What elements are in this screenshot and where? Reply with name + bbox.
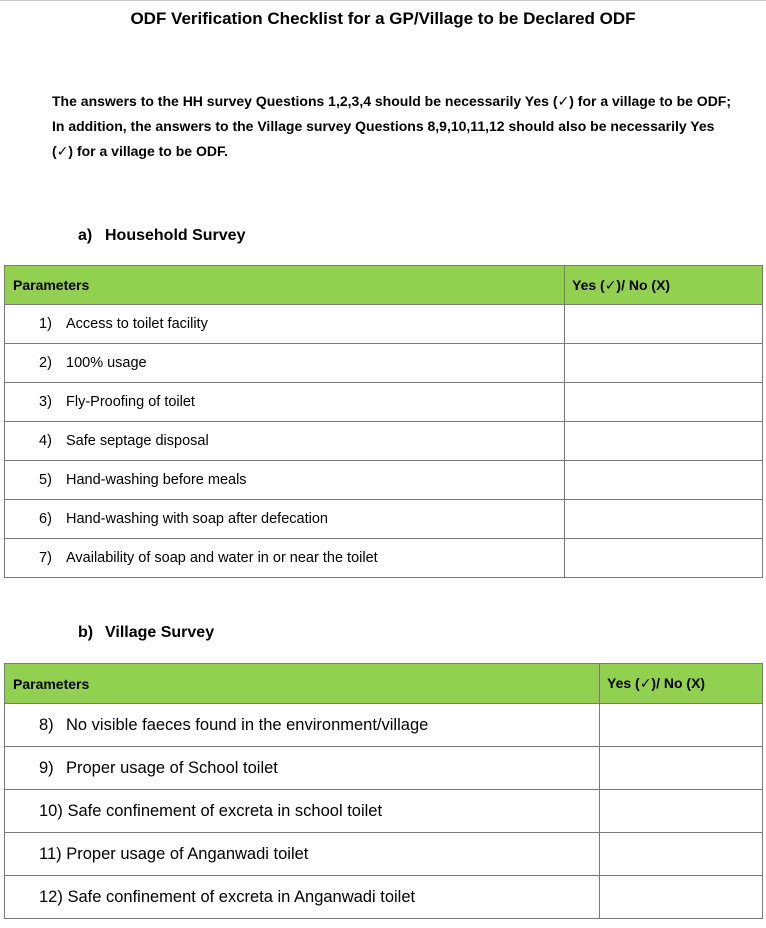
row-number: 2): [39, 355, 52, 371]
table-header-row: [5, 266, 763, 305]
answer-cell[interactable]: [565, 539, 763, 578]
village-survey-table: [4, 663, 763, 919]
village-survey-title: Village Survey: [105, 624, 215, 641]
table-row: [5, 305, 763, 344]
row-text: Access to toilet facility: [66, 316, 208, 332]
row-number: 7): [39, 550, 52, 566]
table-row: [5, 344, 763, 383]
row-number: 8): [39, 715, 54, 734]
answer-column-header: Yes (✓)/ No (X): [600, 664, 763, 704]
row-number: 1): [39, 316, 52, 332]
row-text: Safe confinement of excreta in school toilet: [67, 801, 383, 820]
household-survey-title: Household Survey: [105, 227, 246, 244]
parameter-cell: [5, 461, 565, 500]
answer-cell[interactable]: [565, 344, 763, 383]
table-header-row: [5, 664, 763, 704]
parameter-cell: [5, 305, 565, 344]
answer-cell[interactable]: [565, 461, 763, 500]
parameter-cell: [5, 539, 565, 578]
table-row: [5, 747, 763, 790]
parameters-column-header: Parameters: [5, 266, 565, 305]
table-row: [5, 383, 763, 422]
parameter-cell: [5, 876, 600, 919]
row-number: 4): [39, 433, 52, 449]
row-text: No visible faeces found in the environment/village: [66, 715, 429, 734]
table-row: [5, 876, 763, 919]
row-number: 6): [39, 511, 52, 527]
table-row: [5, 539, 763, 578]
row-text: Hand-washing with soap after defecation: [66, 511, 328, 527]
answer-cell[interactable]: [600, 747, 763, 790]
household-survey-label: a): [78, 227, 93, 244]
answer-cell[interactable]: [600, 833, 763, 876]
household-survey-table: [4, 265, 763, 578]
page-title: ODF Verification Checklist for a GP/Village to be Declared ODF: [130, 9, 636, 28]
table-row: [5, 422, 763, 461]
answer-cell[interactable]: [600, 790, 763, 833]
row-number: 10): [39, 801, 63, 820]
village-survey-heading: [78, 623, 214, 643]
row-text: Fly-Proofing of toilet: [66, 394, 195, 410]
parameter-cell: [5, 422, 565, 461]
answer-cell[interactable]: [565, 305, 763, 344]
table-row: [5, 500, 763, 539]
row-number: 3): [39, 394, 52, 410]
parameter-cell: [5, 344, 565, 383]
table-row: [5, 704, 763, 747]
village-survey-label: b): [78, 624, 94, 641]
top-divider: [0, 0, 766, 1]
row-text: Availability of soap and water in or near the toilet: [66, 550, 378, 566]
parameter-cell: [5, 833, 600, 876]
row-text: Hand-washing before meals: [66, 472, 247, 488]
row-text: Safe confinement of excreta in Anganwadi toilet: [67, 887, 416, 906]
household-survey-heading: [78, 226, 245, 246]
parameter-cell: [5, 704, 600, 747]
answer-cell[interactable]: [565, 422, 763, 461]
row-text: Proper usage of School toilet: [66, 758, 278, 777]
parameter-cell: [5, 500, 565, 539]
row-number: 9): [39, 758, 54, 777]
parameter-cell: [5, 383, 565, 422]
answer-cell[interactable]: [565, 500, 763, 539]
answer-column-header: Yes (✓)/ No (X): [565, 266, 763, 305]
row-number: 11): [39, 844, 62, 863]
answer-cell[interactable]: [600, 876, 763, 919]
row-number: 5): [39, 472, 52, 488]
row-text: Proper usage of Anganwadi toilet: [66, 844, 309, 863]
intro-paragraph: The answers to the HH survey Questions 1,2,3,4 should be necessarily Yes (✓) for a village to be ODF; In addition, the answers to the Village survey Questions 8,9,10,11,12 should also be necessarily Yes (✓) for a village to be ODF.: [52, 93, 732, 159]
row-text: Safe septage disposal: [66, 433, 209, 449]
table-row: [5, 461, 763, 500]
answer-cell[interactable]: [600, 704, 763, 747]
table-row: [5, 833, 763, 876]
table-row: [5, 790, 763, 833]
parameters-column-header: Parameters: [5, 664, 600, 704]
row-number: 12): [39, 887, 63, 906]
answer-cell[interactable]: [565, 383, 763, 422]
parameter-cell: [5, 747, 600, 790]
row-text: 100% usage: [66, 355, 147, 371]
parameter-cell: [5, 790, 600, 833]
